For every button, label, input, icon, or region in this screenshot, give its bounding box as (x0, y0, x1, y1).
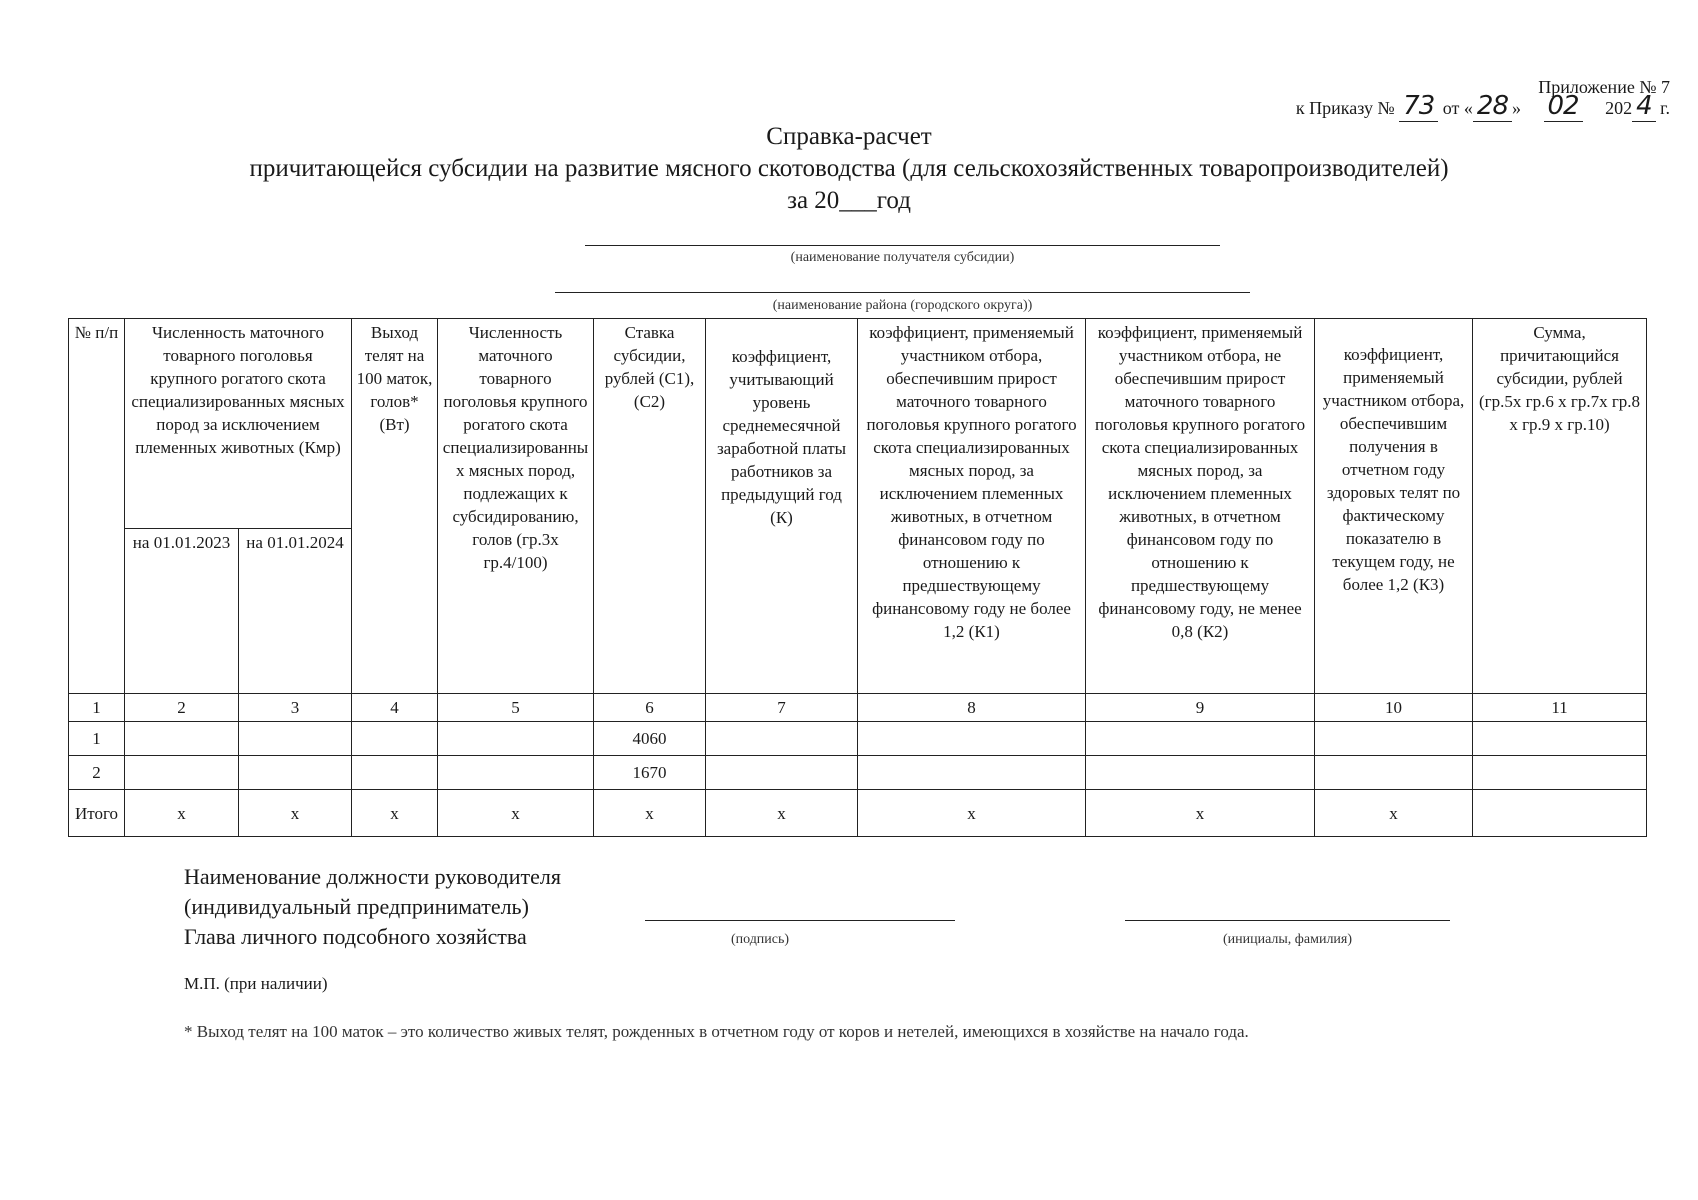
order-reference: к Приказу № 73 от « 28 » 02 202 4 г. (1295, 91, 1670, 121)
table-row (69, 722, 1647, 756)
order-from: от (1442, 98, 1460, 118)
table-cell (438, 722, 594, 756)
column-number: 7 (706, 694, 858, 722)
order-month: 02 (1544, 91, 1583, 122)
total-row (69, 790, 1647, 837)
table-cell (1086, 722, 1315, 756)
signature-position-line1: Наименование должности руководителя (184, 864, 561, 889)
header-col1: № п/п (69, 319, 125, 694)
column-number: 4 (352, 694, 438, 722)
table-cell (1086, 756, 1315, 790)
table-cell (1315, 722, 1473, 756)
table-cell (858, 756, 1086, 790)
name-line (1125, 920, 1450, 921)
header-col8: коэффициент, применяемый участником отбора, обеспечившим прирост маточного товарного поголовья крупного рогатого скота специализированных мясных пород, за исключением племенных животных, в отчетном финансовом году по отношению к предшествующему финансовому году не более 1,2 (К1) (858, 319, 1086, 694)
total-cell: х (438, 790, 594, 837)
order-year-suffix: 4 (1632, 91, 1656, 122)
doc-title: Справка-расчет (766, 123, 932, 150)
header-col10: коэффициент, применяемый участником отбора, обеспечившим получения в отчетном году здоровых телят по фактическому показателю в текущем году, не более 1,2 (К3) (1315, 319, 1473, 694)
recipient-caption: (наименование получателя субсидии) (790, 250, 1015, 265)
total-cell (1473, 790, 1647, 837)
total-cell: х (594, 790, 706, 837)
district-caption: (наименование района (городского округа)) (772, 298, 1033, 313)
column-number: 11 (1473, 694, 1647, 722)
table-cell (239, 756, 352, 790)
column-number: 10 (1315, 694, 1473, 722)
table-cell: 4060 (594, 722, 706, 756)
table-cell (125, 722, 239, 756)
header-col2: на 01.01.2023 (125, 529, 239, 694)
name-caption: (инициалы, фамилия) (1222, 932, 1353, 947)
recipient-line (585, 245, 1220, 246)
signature-position-line3: Глава личного подсобного хозяйства (184, 924, 527, 949)
total-cell: х (239, 790, 352, 837)
order-number: 73 (1399, 91, 1438, 122)
appendix-label: Приложение № 7 (1538, 77, 1670, 97)
column-number-row (69, 694, 1647, 722)
district-line (555, 292, 1250, 293)
table-cell (1315, 756, 1473, 790)
total-cell: х (125, 790, 239, 837)
table-cell: 1 (69, 722, 125, 756)
column-number: 8 (858, 694, 1086, 722)
table-cell (352, 756, 438, 790)
doc-subtitle: причитающейся субсидии на развитие мясного скотоводства (для сельскохозяйственных товаропроизводителей) (249, 155, 1449, 182)
order-year-prefix: 202 (1605, 98, 1633, 118)
column-number: 1 (69, 694, 125, 722)
table-row (69, 756, 1647, 790)
header-col9: коэффициент, применяемый участником отбора, не обеспечившим прирост маточного товарного поголовья крупного рогатого скота специализированных мясных пород, за исключением племенных животных, в отчетном финансовом году по отношению к предшествующему финансовому году, не менее 0,8 (К2) (1086, 319, 1315, 694)
column-number: 5 (438, 694, 594, 722)
header-col5: Численность маточного товарного поголовья крупного рогатого скота специализированных мясных пород, подлежащих к субсидированию, голов (гр.3х гр.4/100) (438, 319, 594, 694)
header-col6: Ставка субсидии, рублей (С1), (С2) (594, 319, 706, 694)
signature-caption: (подпись) (730, 932, 790, 947)
order-suffix: г. (1660, 98, 1670, 118)
total-label: Итого (69, 790, 125, 837)
total-cell: х (1086, 790, 1315, 837)
header-col4: Выход телят на 100 маток, голов* (Вт) (352, 319, 438, 694)
total-cell: х (352, 790, 438, 837)
table-cell (438, 756, 594, 790)
column-number: 2 (125, 694, 239, 722)
header-col7: коэффициент, учитывающий уровень среднемесячной заработной платы работников за предыдущий год (К) (706, 319, 858, 694)
total-cell: х (706, 790, 858, 837)
table-cell (706, 756, 858, 790)
table-cell (858, 722, 1086, 756)
column-number: 9 (1086, 694, 1315, 722)
table-cell: 2 (69, 756, 125, 790)
header-col11: Сумма, причитающийся субсидии, рублей (гр.5х гр.6 х гр.7х гр.8 х гр.9 х гр.10) (1473, 319, 1647, 694)
column-number: 6 (594, 694, 706, 722)
signature-line (645, 920, 955, 921)
column-number: 3 (239, 694, 352, 722)
stamp-note: М.П. (при наличии) (184, 974, 328, 993)
doc-year: за 20___год (787, 187, 911, 214)
table-cell (706, 722, 858, 756)
header-col3: на 01.01.2024 (239, 529, 352, 694)
order-day: 28 (1473, 91, 1512, 122)
table-cell (352, 722, 438, 756)
order-prefix: к Приказу № (1295, 98, 1395, 118)
table-cell (239, 722, 352, 756)
table-cell (1473, 756, 1647, 790)
total-cell: х (1315, 790, 1473, 837)
footnote: * Выход телят на 100 маток – это количество живых телят, рожденных в отчетном году от коров и нетелей, имеющихся в хозяйстве на начало года. (184, 1022, 1249, 1041)
header-row-1 (69, 319, 1647, 529)
table-cell (1473, 722, 1647, 756)
table-cell: 1670 (594, 756, 706, 790)
header-col23: Численность маточного товарного поголовья крупного рогатого скота специализированных мясных пород за исключением племенных животных (Кмр) (125, 319, 352, 529)
subsidy-table (68, 318, 1647, 837)
table-cell (125, 756, 239, 790)
signature-position-line2: (индивидуальный предприниматель) (184, 894, 529, 919)
total-cell: х (858, 790, 1086, 837)
